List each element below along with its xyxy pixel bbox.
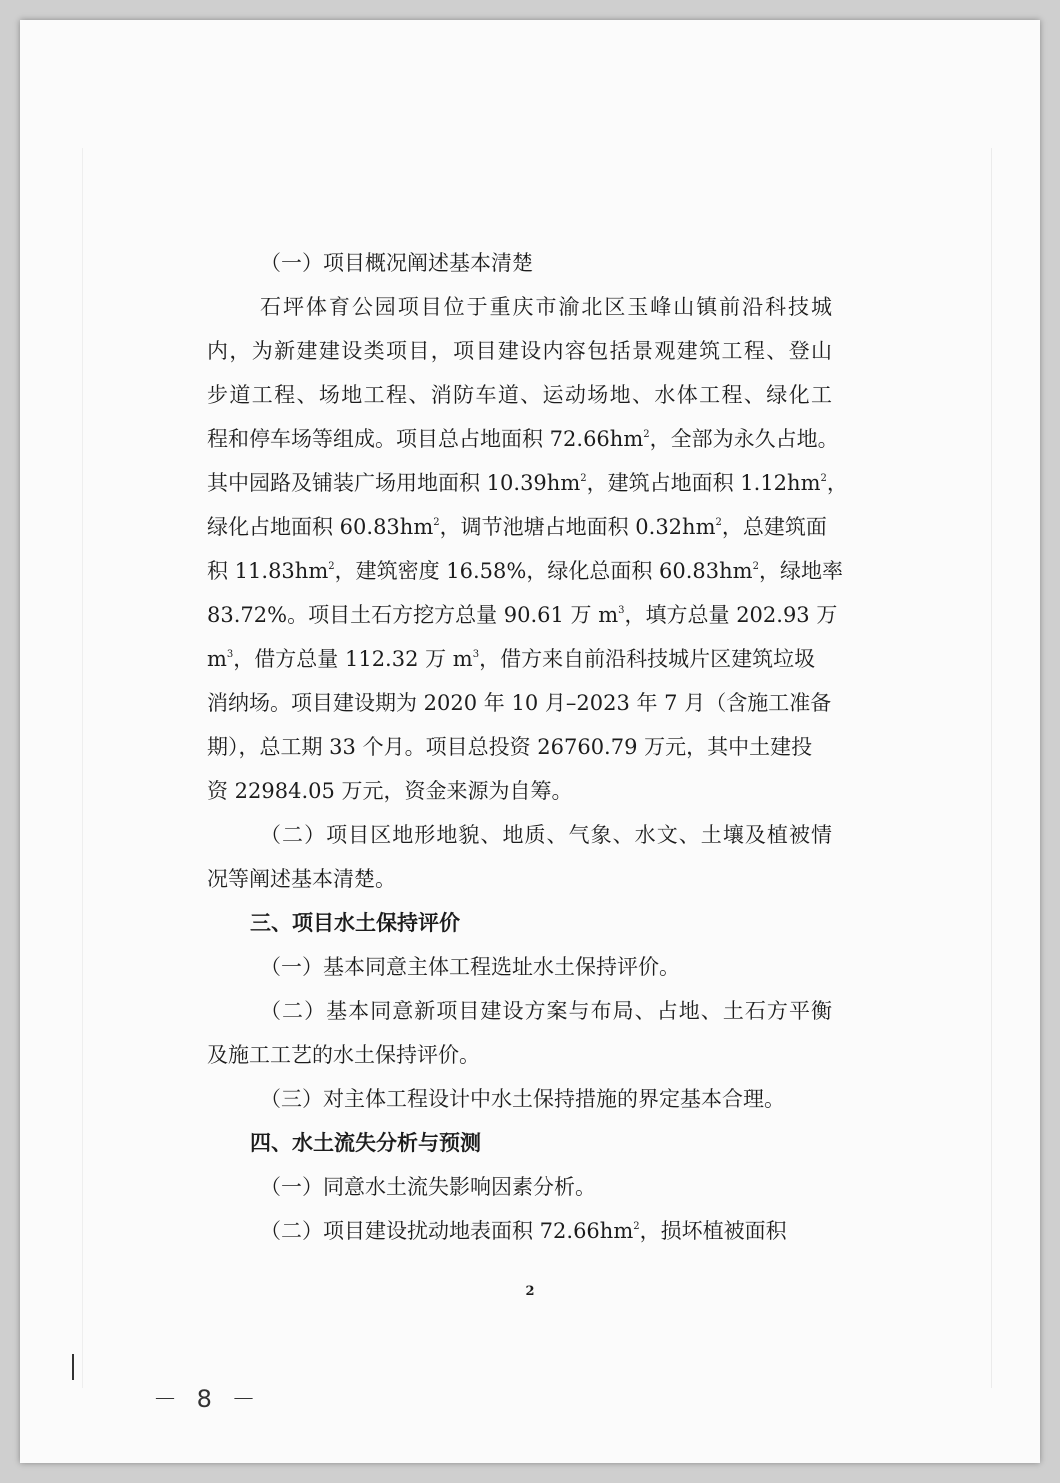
superscript: 2 bbox=[328, 561, 335, 572]
text-segment: ，建筑占地面积 1.12hm bbox=[586, 471, 821, 495]
text-segment: ，调节池塘占地面积 0.32hm bbox=[439, 515, 716, 539]
superscript: 3 bbox=[472, 649, 480, 660]
body-line: （三）对主体工程设计中水土保持措施的界定基本合理。 bbox=[260, 1087, 785, 1111]
superscript: 2 bbox=[643, 429, 650, 440]
body-line: （一）同意水土流失影响因素分析。 bbox=[260, 1175, 596, 1199]
body-line: 石坪体育公园项目位于重庆市渝北区玉峰山镇前沿科技城 bbox=[260, 295, 832, 319]
section-heading-3: 三、项目水土保持评价 bbox=[250, 911, 460, 935]
body-line: 步道工程、场地工程、消防车道、运动场地、水体工程、绿化工 bbox=[207, 383, 832, 407]
body-line: （二）项目区地形地貌、地质、气象、水文、土壤及植被情 bbox=[260, 823, 832, 847]
body-line bbox=[207, 505, 832, 549]
body-line: 消纳场。项目建设期为 2020 年 10 月–2023 年 7 月（含施工准备 bbox=[207, 691, 832, 715]
body-line bbox=[260, 1209, 832, 1253]
paragraph-heading-1: （一）项目概况阐述基本清楚 bbox=[260, 251, 533, 275]
body-line: 况等阐述基本清楚。 bbox=[207, 867, 396, 891]
superscript: 2 bbox=[433, 517, 440, 528]
body-line: 及施工工艺的水土保持评价。 bbox=[207, 1043, 480, 1067]
body-line bbox=[207, 549, 843, 593]
superscript: 2 bbox=[820, 473, 827, 484]
text-segment: ，损坏植被面积 bbox=[639, 1219, 787, 1243]
document-page bbox=[20, 20, 1040, 1463]
text-segment: m bbox=[207, 647, 227, 671]
body-line: （一）基本同意主体工程选址水土保持评价。 bbox=[260, 955, 680, 979]
text-segment: 积 11.83hm bbox=[207, 559, 329, 583]
superscript: 3 bbox=[618, 605, 625, 616]
body-line bbox=[207, 593, 838, 637]
body-line: （二）基本同意新项目建设方案与布局、占地、土石方平衡 bbox=[260, 999, 832, 1023]
margin-mark bbox=[72, 1354, 74, 1380]
superscript: 2 bbox=[715, 517, 722, 528]
text-segment: ，绿地率 bbox=[758, 559, 843, 583]
body-line bbox=[207, 417, 839, 461]
inner-page-number: 2 bbox=[525, 1284, 535, 1299]
text-segment: ，借方来自前沿科技城片区建筑垃圾 bbox=[479, 647, 816, 671]
body-line bbox=[207, 461, 848, 505]
text-segment: 其中园路及铺装广场用地面积 10.39hm bbox=[207, 471, 581, 495]
text-segment: ，填方总量 202.93 万 bbox=[624, 603, 838, 627]
text-segment: （二）项目建设扰动地表面积 72.66hm bbox=[260, 1219, 634, 1243]
body-line: 期），总工期 33 个月。项目总投资 26760.79 万元，其中土建投 bbox=[207, 735, 813, 759]
text-segment: 绿化占地面积 60.83hm bbox=[207, 515, 434, 539]
superscript: 2 bbox=[633, 1221, 640, 1232]
body-line: 内，为新建建设类项目，项目建设内容包括景观建筑工程、登山 bbox=[207, 339, 832, 363]
text-segment: ，全部为永久占地。 bbox=[649, 427, 839, 451]
text-segment: ，总建筑面 bbox=[721, 515, 827, 539]
superscript: 3 bbox=[226, 649, 234, 660]
section-heading-4: 四、水土流失分析与预测 bbox=[250, 1131, 481, 1155]
body-line bbox=[207, 637, 832, 681]
text-segment: ，建筑密度 16.58%，绿化总面积 60.83hm bbox=[334, 559, 753, 583]
outer-page-number: － 8 － bbox=[153, 1385, 262, 1413]
text-segment: ，借方总量 112.32 万 m bbox=[233, 647, 473, 671]
text-segment: ， bbox=[826, 471, 848, 495]
text-segment: 程和停车场等组成。项目总占地面积 72.66hm bbox=[207, 427, 644, 451]
superscript: 2 bbox=[580, 473, 587, 484]
superscript: 2 bbox=[752, 561, 759, 572]
body-line: 资 22984.05 万元，资金来源为自筹。 bbox=[207, 779, 573, 803]
text-segment: 83.72%。项目土石方挖方总量 90.61 万 m bbox=[207, 603, 619, 627]
